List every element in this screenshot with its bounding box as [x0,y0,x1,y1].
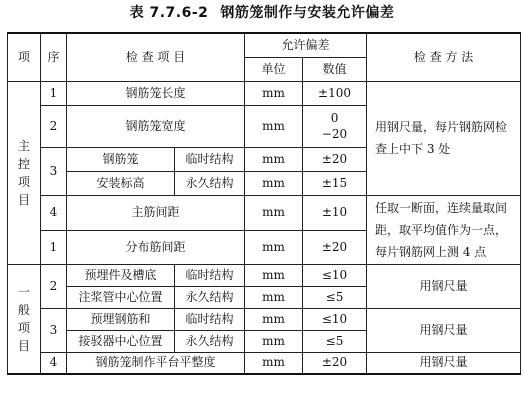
sub-item-cell: 永久结构 [175,171,245,195]
sub-item-cell: 临时结构 [175,264,245,286]
unit-cell: mm [245,352,303,374]
table-title [0,2,524,22]
seq-cell: 2 [41,264,67,308]
unit-cell: mm [245,230,303,264]
unit-cell: mm [245,286,303,308]
value-cell: ±20 [303,147,367,171]
category-general: 一 般 项 目 [8,264,41,374]
header-value: 数值 [303,57,367,81]
value-cell: 0 −20 [303,105,367,147]
sub-item-cell: 永久结构 [175,330,245,352]
table-row [8,308,521,330]
sub-item-cell: 临时结构 [175,147,245,171]
value-cell: ≤5 [303,286,367,308]
item-cell: 预埋钢筋和 [67,308,175,330]
method-cell: 用钢尺量 [367,352,521,374]
unit-cell: mm [245,264,303,286]
seq-cell: 1 [41,81,67,105]
value-cell: ±20 [303,230,367,264]
unit-cell: mm [245,147,303,171]
seq-cell: 4 [41,352,67,374]
header-category: 项 [8,33,41,81]
value-cell: ±15 [303,171,367,195]
header-item: 检 查 项 目 [67,33,245,81]
value-cell: ±10 [303,195,367,230]
item-cell: 安装标高 [67,171,175,195]
item-cell: 钢筋笼宽度 [67,105,245,147]
item-cell: 分布筋间距 [67,230,245,264]
tolerance-table [7,32,521,375]
table-title-text: 钢筋笼制作与安装允许偏差 [220,5,395,21]
seq-cell: 3 [41,147,67,195]
unit-cell: mm [245,105,303,147]
header-method: 检 查 方 法 [367,33,521,81]
category-main-control: 主 控 项 目 [8,81,41,264]
item-cell: 钢筋笼制作平台平整度 [67,352,245,374]
value-cell: ±100 [303,81,367,105]
header-unit: 单位 [245,57,303,81]
header-tolerance: 允许偏差 [245,33,367,57]
seq-cell: 2 [41,105,67,147]
table-row [8,81,521,105]
table-row [8,264,521,286]
item-cell: 预埋件及槽底 [67,264,175,286]
header-row-1 [8,33,521,57]
value-cell: ±20 [303,352,367,374]
sub-item-cell: 永久结构 [175,286,245,308]
method-cell: 用钢尺量 [367,308,521,352]
value-cell: ≤10 [303,308,367,330]
table-row [8,352,521,374]
sub-item-cell: 临时结构 [175,308,245,330]
method-cell: 用钢尺量，每片钢筋网检查上中下 3 处 [367,81,521,195]
item-cell: 接驳器中心位置 [67,330,175,352]
seq-cell: 4 [41,195,67,230]
table-number: 表 7.7.6-2 [129,5,209,21]
item-cell: 注浆管中心位置 [67,286,175,308]
item-cell: 钢筋笼长度 [67,81,245,105]
method-cell: 用钢尺量 [367,264,521,308]
unit-cell: mm [245,195,303,230]
seq-cell: 1 [41,230,67,264]
unit-cell: mm [245,81,303,105]
unit-cell: mm [245,330,303,352]
unit-cell: mm [245,171,303,195]
item-cell: 钢筋笼 [67,147,175,171]
item-cell: 主筋间距 [67,195,245,230]
value-cell: ≤10 [303,264,367,286]
method-cell: 任取一断面，连续量取间距，取平均值作为一点，每片钢筋网上测 4 点 [367,195,521,264]
seq-cell: 3 [41,308,67,352]
table-row [8,195,521,230]
unit-cell: mm [245,308,303,330]
header-seq: 序 [41,33,67,81]
value-cell: ≤5 [303,330,367,352]
